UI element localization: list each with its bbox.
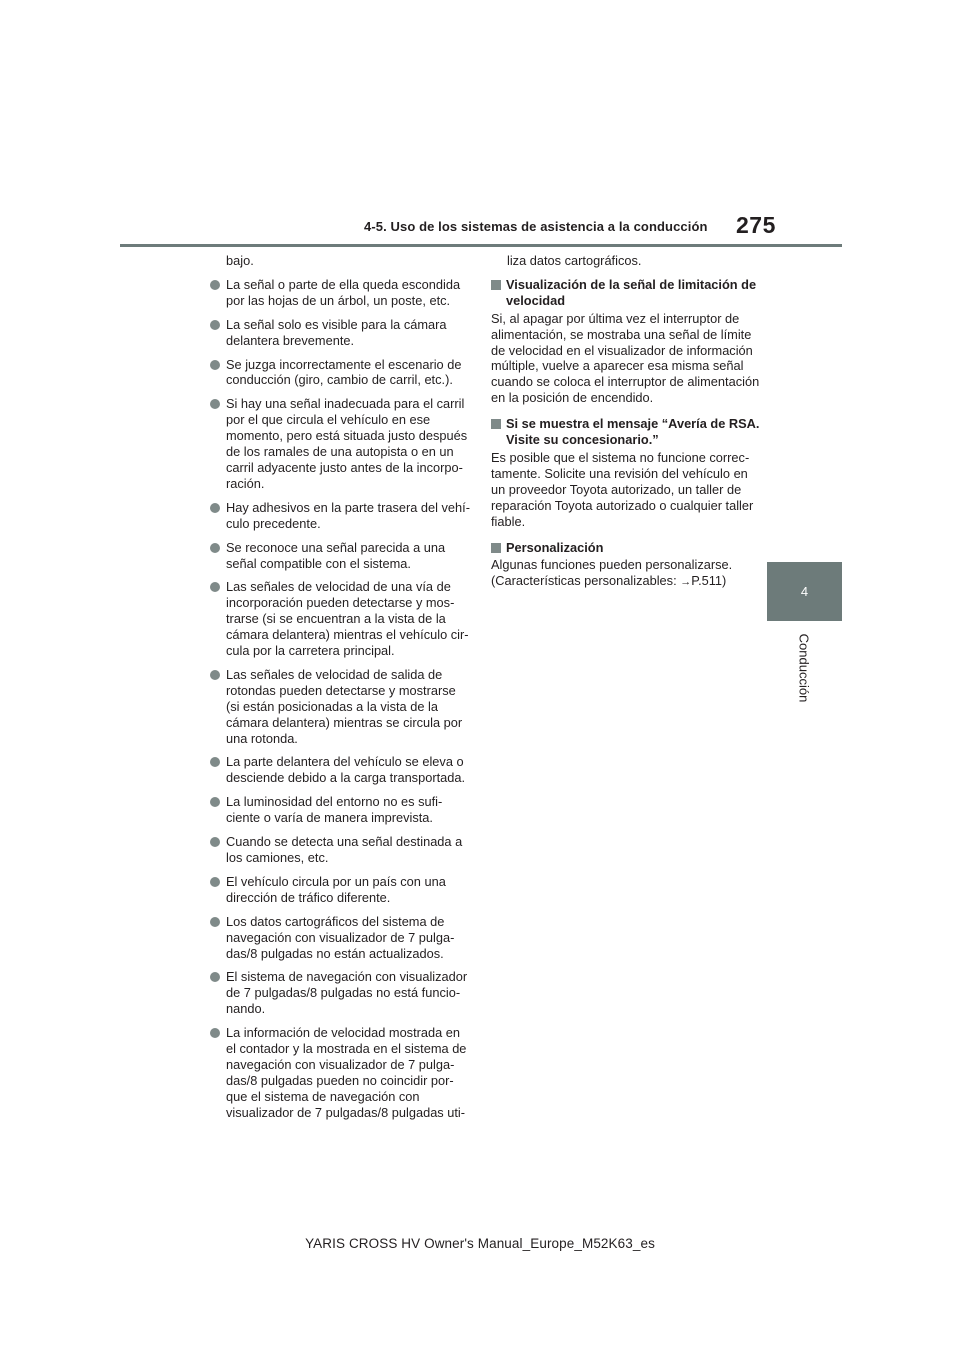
section-heading <box>491 277 763 309</box>
bullet-item <box>210 277 472 309</box>
bullet-text: Las señales de velocidad de una vía de incorporación pueden detectarse y mos-trarse (si se encuentran a la vista de la cámara delantera) mientras el vehículo cir-cula por la carretera principal. <box>226 579 469 659</box>
bullet-item <box>210 500 472 532</box>
continuation-text: liza datos cartográficos. <box>507 253 642 268</box>
heading-text: Si se muestra el mensaje “Avería de RSA. Visite su concesionario.” <box>506 416 760 448</box>
bullet-item <box>210 914 472 962</box>
chapter-name: Conducción <box>796 633 812 703</box>
bullet-dot-icon <box>210 670 220 680</box>
bullet-item <box>210 1025 472 1120</box>
bullet-text: Cuando se detecta una señal destinada a los camiones, etc. <box>226 834 463 865</box>
section-heading <box>491 416 763 448</box>
section-body <box>491 557 763 591</box>
right-column <box>491 253 763 601</box>
bullet-dot-icon <box>210 582 220 592</box>
square-bullet-icon <box>491 543 501 553</box>
section-body: Es posible que el sistema no funcione correc-tamente. Solicite una revisión del vehículo en un proveedor Toyota autorizado, un taller de reparación Toyota autorizado o cualquier taller fiable. <box>491 449 754 529</box>
bullet-dot-icon <box>210 320 220 330</box>
bullet-text: La señal solo es visible para la cámara delantera brevemente. <box>226 316 447 348</box>
bullet-dot-icon <box>210 280 220 290</box>
body-text: ) <box>722 573 727 589</box>
bullet-item <box>210 540 472 572</box>
bullet-item <box>210 317 472 349</box>
square-bullet-icon <box>491 280 501 290</box>
bullet-dot-icon <box>210 917 220 927</box>
bullet-text: La luminosidad del entorno no es sufi-ciente o varía de manera imprevista. <box>226 794 443 826</box>
bullet-text: Hay adhesivos en la parte trasera del vehí-culo precedente. <box>226 499 470 531</box>
bullet-item <box>210 874 472 906</box>
bullet-dot-icon <box>210 972 220 982</box>
bullet-text: El sistema de navegación con visualizador de 7 pulgadas/8 pulgadas no está funcio-nando. <box>226 969 468 1017</box>
bullet-item <box>210 969 472 1017</box>
continuation-text: bajo. <box>226 253 254 268</box>
section-body: Si, al apagar por última vez el interruptor de alimentación, se mostraba una señal de límite de velocidad en el visualizador de información múltiple, vuelve a aparecer esa misma señal cuando se coloca el interruptor de alimentación en la posición de encendido. <box>491 310 760 406</box>
page-number: 275 <box>736 212 776 238</box>
square-bullet-icon <box>491 419 501 429</box>
bullet-text: La parte delantera del vehículo se eleva o desciende debido a la carga transportada. <box>226 754 466 786</box>
bullet-item <box>210 579 472 659</box>
bullet-dot-icon <box>210 503 220 513</box>
bullet-text: El vehículo circula por un país con una dirección de tráfico diferente. <box>226 873 446 905</box>
heading-text: Personalización <box>506 539 604 555</box>
bullet-text: La señal o parte de ella queda escondida por las hojas de un árbol, un poste, etc. <box>226 276 461 308</box>
bullet-item <box>210 794 472 826</box>
bullet-item <box>210 754 472 786</box>
heading-text: Visualización de la señal de limitación de velocidad <box>506 276 757 308</box>
bullet-item <box>210 357 472 389</box>
section-title: 4-5. Uso de los sistemas de asistencia a la conducción <box>364 219 708 234</box>
bullet-list <box>210 277 472 1121</box>
bullet-item <box>210 396 472 491</box>
arrow-icon: → <box>680 576 692 589</box>
bullet-item <box>210 667 472 747</box>
bullet-dot-icon <box>210 757 220 767</box>
bullet-text: Las señales de velocidad de salida de rotondas pueden detectarse y mostrarse (si están posicionadas a la vista de la cámara delantera) mientras se circula por una rotonda. <box>226 666 463 746</box>
bullet-text: Los datos cartográficos del sistema de navegación con visualizador de 7 pulga-das/8 pulgadas no están actualizados. <box>226 913 455 961</box>
section-heading <box>491 540 763 556</box>
chapter-tab[interactable]: 4 <box>767 562 842 621</box>
bullet-text: La información de velocidad mostrada en el contador y la mostrada en el sistema de navegación con visualizador de 7 pulga-das/8 pulgadas pueden no coincidir por-que el sistema de navegación con visualizador de 7 pulgadas/8 pulgadas uti- <box>226 1025 467 1120</box>
page-reference-link[interactable]: P.511 <box>691 573 723 589</box>
footer-text: YARIS CROSS HV Owner's Manual_Europe_M52K63_es <box>305 1236 655 1251</box>
left-column <box>210 253 472 1129</box>
bullet-dot-icon <box>210 399 220 409</box>
header-divider <box>120 244 842 247</box>
bullet-dot-icon <box>210 543 220 553</box>
bullet-dot-icon <box>210 877 220 887</box>
bullet-item <box>210 834 472 866</box>
bullet-dot-icon <box>210 1028 220 1038</box>
body-text: Algunas funciones pueden personalizarse. (Características personalizables: <box>491 557 733 589</box>
bullet-dot-icon <box>210 360 220 370</box>
bullet-dot-icon <box>210 837 220 847</box>
bullet-text: Se juzga incorrectamente el escenario de conducción (giro, cambio de carril, etc.). <box>226 356 462 388</box>
bullet-text: Si hay una señal inadecuada para el carril por el que circula el vehículo en ese momento, pero está situada justo después de los ramales de una autopista o en un carril adyacente justo antes de la incorpo-ración. <box>226 396 468 491</box>
bullet-dot-icon <box>210 797 220 807</box>
bullet-text: Se reconoce una señal parecida a una señal compatible con el sistema. <box>226 539 446 571</box>
